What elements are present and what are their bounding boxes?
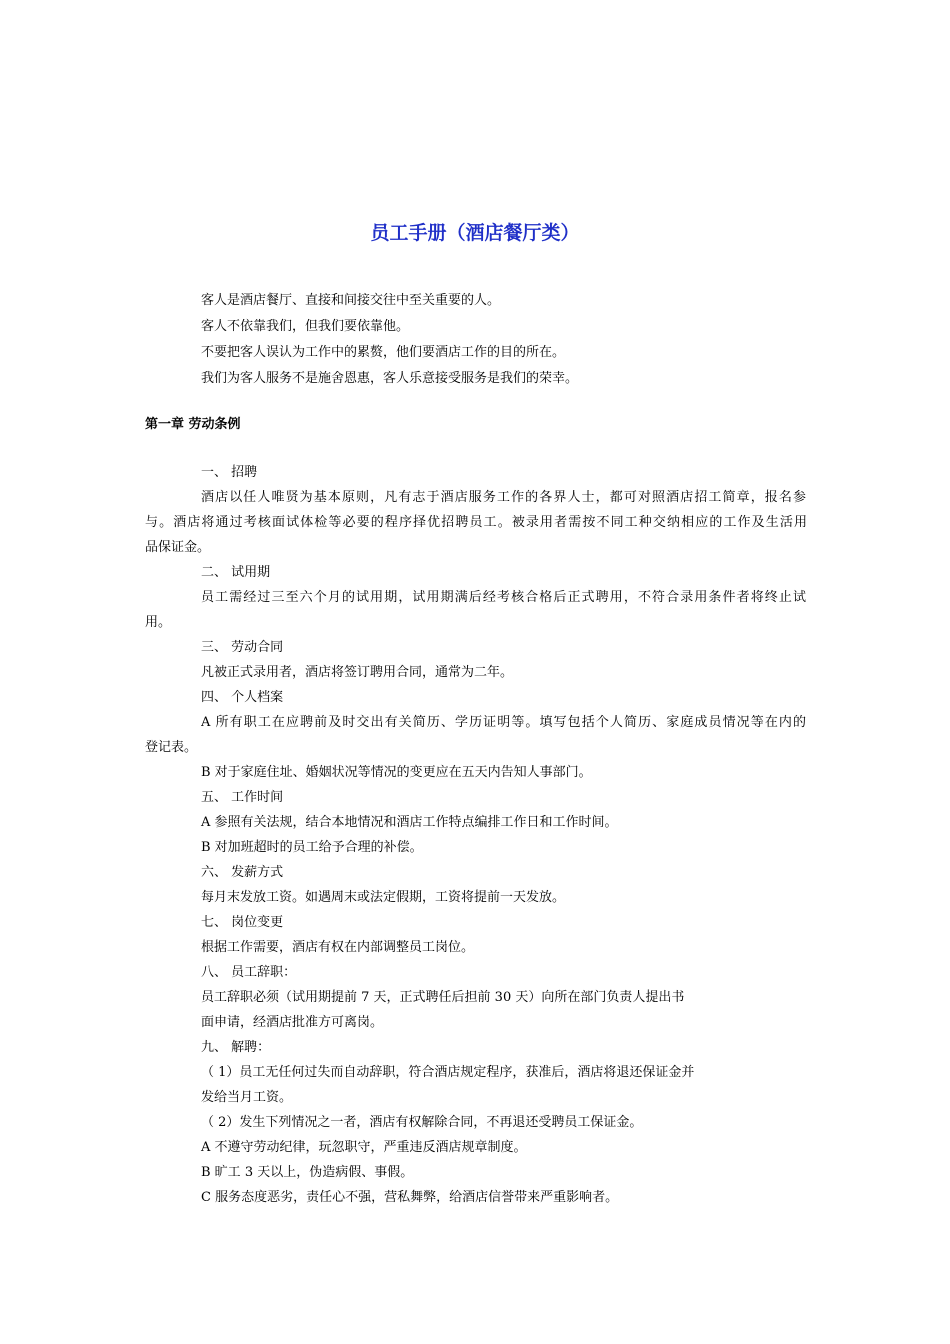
paragraph-line: 与。酒店将通过考核面试体检等必要的程序择优招聘员工。被录用者需按不同工种交纳相应的工作及生活用 bbox=[145, 515, 807, 530]
intro-line-3: 不要把客人误认为工作中的累赘，他们要酒店工作的目的所在。 bbox=[201, 345, 566, 360]
paragraph-line: A 所有职工在应聘前及时交出有关简历、学历证明等。填写包括个人简历、家庭成员情况等在内的 bbox=[201, 715, 806, 730]
paragraph-line: （ 2）发生下列情况之一者，酒店有权解除合同，不再退还受聘员工保证金。 bbox=[201, 1115, 643, 1130]
document-title: 员工手册（酒店餐厅类） bbox=[370, 222, 580, 244]
paragraph-line: 员工辞职必须（试用期提前 7 天，正式聘任后担前 30 天）向所在部门负责人提出书 bbox=[201, 990, 685, 1005]
intro-line-2: 客人不依靠我们，但我们要依靠他。 bbox=[201, 319, 410, 334]
section-heading: 六、 发薪方式 bbox=[201, 865, 284, 880]
paragraph-line: 面申请，经酒店批准方可离岗。 bbox=[201, 1015, 384, 1030]
paragraph-line: 每月末发放工资。如遇周末或法定假期，工资将提前一天发放。 bbox=[201, 890, 566, 905]
section-heading: 三、 劳动合同 bbox=[201, 640, 284, 655]
paragraph-line: 凡被正式录用者，酒店将签订聘用合同，通常为二年。 bbox=[201, 665, 514, 680]
list-item: A 不遵守劳动纪律，玩忽职守，严重违反酒店规章制度。 bbox=[201, 1140, 527, 1155]
paragraph-line: 发给当月工资。 bbox=[201, 1090, 293, 1105]
paragraph-line: 登记表。 bbox=[145, 740, 198, 755]
intro-line-1: 客人是酒店餐厅、直接和间接交往中至关重要的人。 bbox=[201, 293, 501, 308]
list-item: B 旷工 3 天以上，伪造病假、事假。 bbox=[201, 1165, 414, 1180]
paragraph-line: A 参照有关法规，结合本地情况和酒店工作特点编排工作日和工作时间。 bbox=[201, 815, 618, 830]
paragraph-line: （ 1）员工无任何过失而自动辞职，符合酒店规定程序，获准后，酒店将退还保证金并 bbox=[201, 1065, 695, 1080]
paragraph-line: 酒店以任人唯贤为基本原则，凡有志于酒店服务工作的各界人士，都可对照酒店招工简章，报名参 bbox=[201, 490, 806, 505]
paragraph-line: 用。 bbox=[145, 615, 172, 630]
paragraph-line: 品保证金。 bbox=[145, 540, 211, 555]
chapter-heading: 第一章 劳动条例 bbox=[145, 417, 241, 432]
paragraph-line: 员工需经过三至六个月的试用期，试用期满后经考核合格后正式聘用，不符合录用条件者将终止试 bbox=[201, 590, 806, 605]
section-heading: 八、 员工辞职： bbox=[201, 965, 297, 980]
paragraph-line: B 对于家庭住址、婚姻状况等情况的变更应在五天内告知人事部门。 bbox=[201, 765, 592, 780]
intro-line-4: 我们为客人服务不是施舍恩惠，客人乐意接受服务是我们的荣幸。 bbox=[201, 371, 579, 386]
section-heading: 一、 招聘 bbox=[201, 465, 258, 480]
section-heading: 四、 个人档案 bbox=[201, 690, 284, 705]
paragraph-line: 根据工作需要，酒店有权在内部调整员工岗位。 bbox=[201, 940, 475, 955]
list-item: C 服务态度恶劣，责任心不强，营私舞弊，给酒店信誉带来严重影响者。 bbox=[201, 1190, 619, 1205]
section-heading: 七、 岗位变更 bbox=[201, 915, 284, 930]
section-heading: 五、 工作时间 bbox=[201, 790, 284, 805]
section-heading: 九、 解聘： bbox=[201, 1040, 271, 1055]
paragraph-line: B 对加班超时的员工给予合理的补偿。 bbox=[201, 840, 423, 855]
section-heading: 二、 试用期 bbox=[201, 565, 271, 580]
